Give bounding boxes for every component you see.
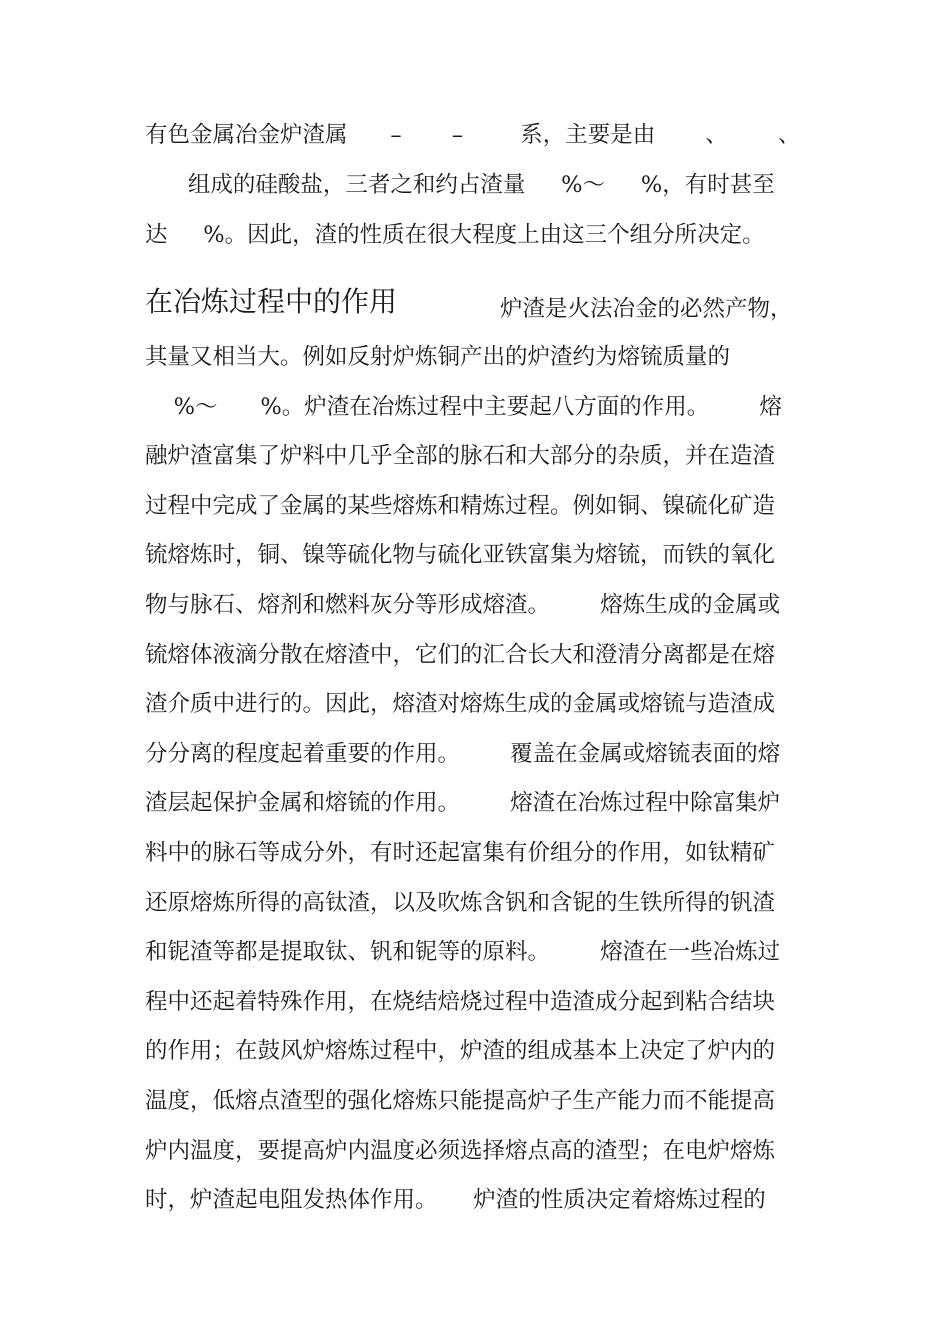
- body-line: 渣层起保护金属和熔锍的作用。 熔渣在冶炼过程中除富集炉: [145, 790, 781, 817]
- body-line: 还原熔炼所得的高钛渣，以及吹炼含钒和含铌的生铁所得的钒渣: [145, 889, 776, 916]
- body-line: 程中还起着特殊作用，在烧结焙烧过程中造渣成分起到粘合结块: [145, 988, 776, 1015]
- body-line: 时，炉渣起电阻发热体作用。 炉渣的性质决定着熔炼过程的: [145, 1187, 766, 1214]
- body-line: 炉内温度，要提高炉内温度必须选择熔点高的渣型；在电炉熔炼: [145, 1137, 776, 1164]
- section-heading-tail: 炉渣是火法冶金的必然产物，: [500, 296, 793, 322]
- body-line: 分分离的程度起着重要的作用。 覆盖在金属或熔锍表面的熔: [145, 740, 781, 767]
- intro-line-2: 组成的硅酸盐，三者之和约占渣量 %～ %，有时甚至: [145, 172, 775, 198]
- body-line: 和铌渣等都是提取钛、钒和铌等的原料。 熔渣在一些冶炼过: [145, 939, 781, 966]
- body-line: 的作用；在鼓风炉熔炼过程中，炉渣的组成基本上决定了炉内的: [145, 1038, 776, 1065]
- intro-line-1: 有色金属冶金炉渣属 – – 系，主要是由 、 、: [145, 122, 801, 148]
- section-heading: 在冶炼过程中的作用: [145, 285, 398, 318]
- body-line: 料中的脉石等成分外，有时还起富集有价组分的作用，如钛精矿: [145, 840, 776, 866]
- body-line: 锍熔炼时，铜、镍等硫化物与硫化亚铁富集为熔锍，而铁的氧化: [145, 542, 776, 569]
- body-line: 物与脉石、熔剂和燃料灰分等形成熔渣。 熔炼生成的金属或: [145, 592, 781, 618]
- intro-line-3: 达 %。因此，渣的性质在很大程度上由这三个组分所决定。: [145, 222, 765, 248]
- body-line: 融炉渣富集了炉料中几乎全部的脉石和大部分的杂质，并在造渣: [145, 443, 776, 470]
- body-line: %～ %。炉渣在冶炼过程中主要起八方面的作用。 熔: [145, 393, 782, 420]
- body-line: 渣介质中进行的。因此，熔渣对熔炼生成的金属或熔锍与造渣成: [145, 691, 776, 718]
- body-line: 温度，低熔点渣型的强化熔炼只能提高炉子生产能力而不能提高: [145, 1088, 776, 1114]
- body-line: 过程中完成了金属的某些熔炼和精炼过程。例如铜、镍硫化矿造: [145, 492, 776, 519]
- body-line: 其量又相当大。例如反射炉炼铜产出的炉渣约为熔锍质量的: [145, 344, 731, 370]
- body-line: 锍熔体液滴分散在熔渣中，它们的汇合长大和澄清分离都是在熔: [145, 641, 776, 668]
